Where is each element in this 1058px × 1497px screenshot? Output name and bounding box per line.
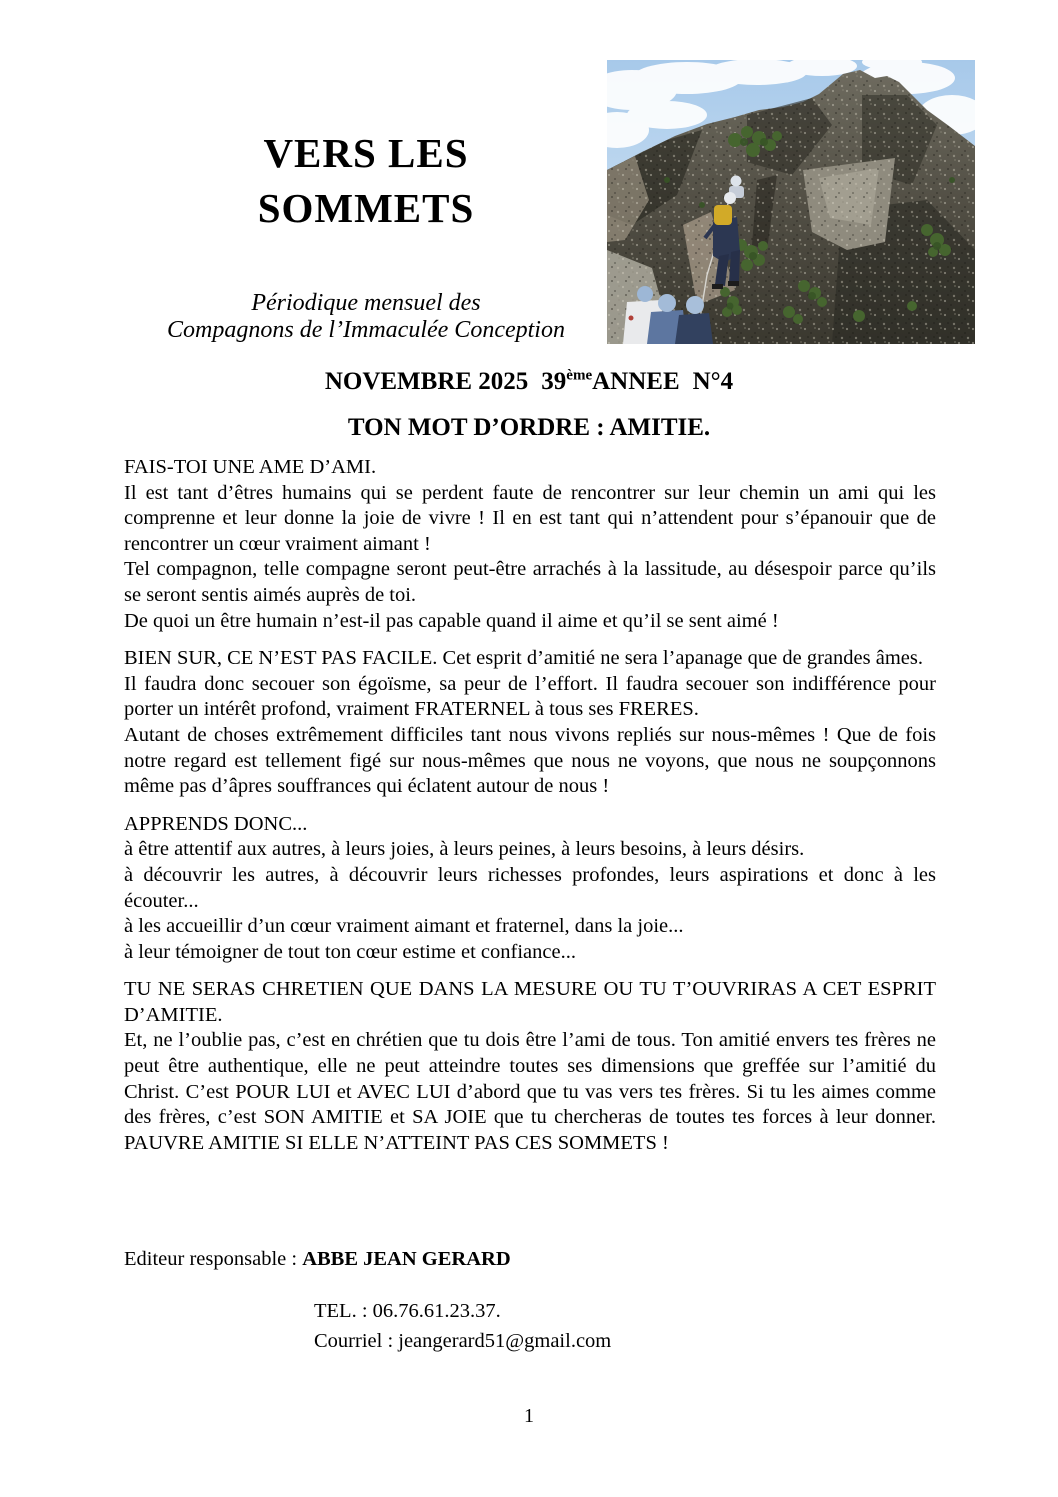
issue-line bbox=[0, 368, 1058, 396]
body-line: à être attentif aux autres, à leurs joies, à leurs peines, à leurs besoins, à leurs désirs. bbox=[124, 838, 805, 861]
issue-number: N°4 bbox=[692, 368, 734, 395]
body-line: à découvrir les autres, à découvrir leurs richesses profondes, leurs aspirations et donc à les écouter... bbox=[124, 863, 936, 912]
newsletter-title bbox=[124, 126, 608, 236]
issue-year-word: ANNEE bbox=[592, 368, 680, 395]
paragraph bbox=[124, 646, 936, 800]
subtitle-line-2: Compagnons de l’Immaculée Conception bbox=[167, 317, 565, 343]
issue-year-ordinal: ème bbox=[566, 367, 593, 384]
cover-photo bbox=[607, 60, 975, 344]
body-line: à leur témoigner de tout ton cœur estime et confiance... bbox=[124, 940, 576, 963]
body-line: TU NE SERAS CHRETIEN QUE DANS LA MESURE OU TU T’OUVRIRAS A CET ESPRIT D’AMITIE. bbox=[124, 978, 936, 1026]
body-line: Autant de choses extrêmement difficiles tant nous vivons repliés sur nous-mêmes ! Que de fois notre regard est tellement figé sur nous-mêmes que nous ne voyons, que nous ne soupçonnons même pas d’âpres souffrances qui éclatent autour de nous ! bbox=[124, 723, 936, 798]
issue-year-number: 39 bbox=[541, 368, 567, 395]
paragraph bbox=[124, 455, 936, 634]
editor-label: Editeur responsable : bbox=[124, 1248, 298, 1270]
title-line-1: VERS LES bbox=[263, 130, 469, 176]
paragraph bbox=[124, 977, 936, 1156]
page-number: 1 bbox=[524, 1405, 534, 1427]
headline: TON MOT D’ORDRE : AMITIE. bbox=[347, 414, 711, 441]
body-line: Il est tant d’êtres humains qui se perdent faute de rencontrer sur leur chemin un ami qui les comprenne et leur donne la joie de vivre ! Il en est tant qui n’attendent pour s’épanouir que de rencontrer un cœur vraiment aimant ! bbox=[124, 481, 936, 555]
body-line: APPRENDS DONC... bbox=[124, 812, 308, 835]
cover-photo-illustration bbox=[607, 60, 975, 344]
phone-line: TEL. : 06.76.61.23.37. bbox=[314, 1300, 501, 1322]
body-line: De quoi un être humain n’est-il pas capable quand il aime et qu’il se sent aimé ! bbox=[124, 609, 779, 632]
editor-name: ABBE JEAN GERARD bbox=[302, 1248, 511, 1270]
body-line: à les accueillir d’un cœur vraiment aimant et fraternel, dans la joie... bbox=[124, 915, 684, 938]
article-body bbox=[124, 455, 936, 1168]
issue-month-year: NOVEMBRE 2025 bbox=[324, 368, 529, 395]
subtitle-line-1: Périodique mensuel des bbox=[251, 290, 481, 316]
contact-block bbox=[314, 1297, 611, 1356]
body-line: BIEN SUR, CE N’EST PAS FACILE. Cet esprit d’amitié ne sera l’apanage que de grandes âmes. bbox=[124, 647, 923, 670]
body-line: Il faudra donc secouer son égoïsme, sa peur de l’effort. Il faudra secouer son indifférence pour porter un intérêt profond, vraiment FRATERNEL à tous ses FRERES. bbox=[124, 672, 936, 721]
body-line: FAIS-TOI UNE AME D’AMI. bbox=[124, 456, 377, 478]
masthead bbox=[124, 126, 608, 344]
title-line-2: SOMMETS bbox=[257, 185, 475, 231]
body-line: Tel compagnon, telle compagne seront peut-être arrachés à la lassitude, au désespoir parce qu’ils se seront sentis aimés auprès de toi. bbox=[124, 558, 936, 606]
paragraph bbox=[124, 812, 936, 966]
email-line: Courriel : jeangerard51@gmail.com bbox=[314, 1329, 612, 1352]
editor-line bbox=[124, 1248, 511, 1271]
newsletter-subtitle bbox=[124, 290, 608, 344]
body-line: Et, ne l’oublie pas, c’est en chrétien que tu dois être l’ami de tous. Ton amitié envers tes frères ne peut être authentique, elle ne peut atteindre toutes ses dimensions que greffée sur l’amitié du Christ. C’est POUR LUI et AVEC LUI d’abord que tu vas vers tes frères. Si tu les aimes comme des frères, c’est SON AMITIE et SA JOIE que tu chercheras de toutes tes forces à leur donner. PAUVRE AMITIE SI ELLE N’ATTEINT PAS CES SOMMETS ! bbox=[124, 1029, 936, 1154]
